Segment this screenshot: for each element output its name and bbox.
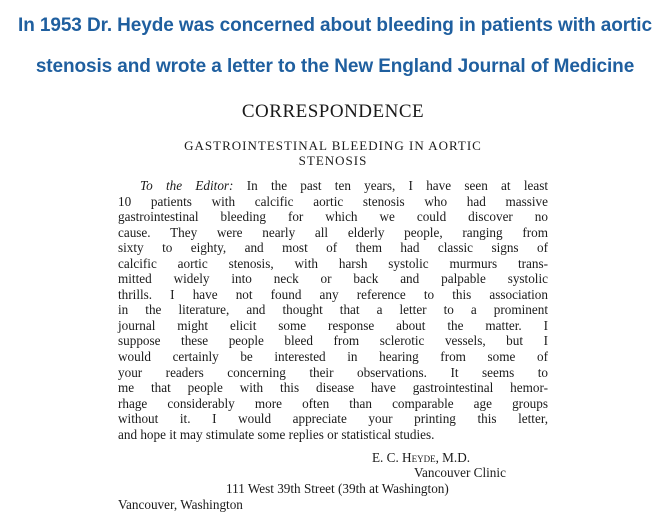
letter-line: calcific aortic stenosis, with harsh systolic murmurs trans-: [118, 255, 548, 271]
signature-address: 111 West 39th Street (39th at Washington): [226, 481, 449, 496]
letter-line: me that people with this disease have gastrointestinal hemor-: [118, 380, 548, 396]
letter-line: without it. I would appreciate your printing this letter,: [118, 411, 548, 427]
letter-line: your readers concerning their observations. It seems to: [118, 364, 548, 380]
letter-line: and hope it may stimulate some replies or statistical studies.: [118, 426, 435, 442]
letter-line: mitted widely into neck or back and palpable systolic: [118, 271, 548, 287]
section-heading: CORRESPONDENCE: [241, 101, 425, 122]
letter-line: suppose these people bleed from sclerotic vessels, but I: [118, 333, 548, 349]
slide-caption-line-2: stenosis and wrote a letter to the New England Journal of Medicine: [35, 56, 635, 77]
letter-line: [118, 178, 548, 194]
letter-line: cause. They were nearly all elderly people, ranging from: [118, 224, 548, 240]
signature-surname: Heyde: [402, 450, 436, 465]
letter-line: journal might elicit some response about the matter. I: [118, 317, 548, 333]
letter-line: in the literature, and thought that a letter to a prominent: [118, 302, 548, 318]
letter-line: gastrointestinal bleeding for which we could discover no: [118, 209, 548, 225]
letter-body: [118, 178, 548, 442]
letter-line-text: In the past ten years, I have seen at least: [233, 178, 548, 193]
letter-line: thrills. I have not found any reference to this association: [118, 286, 548, 302]
article-title-line-2: STENOSIS: [298, 153, 368, 168]
signature-city: Vancouver, Washington: [118, 497, 243, 512]
signature-initials: E. C.: [372, 450, 403, 465]
letter-line: 10 patients with calcific aortic stenosis who had massive: [118, 193, 548, 209]
letter-line: sixty to eighty, and most of them had classic signs of: [118, 240, 548, 256]
signature-degree: , M.D.: [435, 450, 471, 465]
article-title-line-1: GASTROINTESTINAL BLEEDING IN AORTIC: [184, 138, 482, 153]
slide-caption-line-1: In 1953 Dr. Heyde was concerned about bleeding in patients with aortic: [18, 15, 652, 36]
salutation: To the Editor:: [140, 178, 234, 193]
signature-name: [372, 450, 470, 466]
letter-line: rhage considerably more often than comparable age groups: [118, 395, 548, 411]
signature-institution: Vancouver Clinic: [414, 465, 506, 480]
letter-line: would certainly be interested in hearing from some of: [118, 349, 548, 365]
